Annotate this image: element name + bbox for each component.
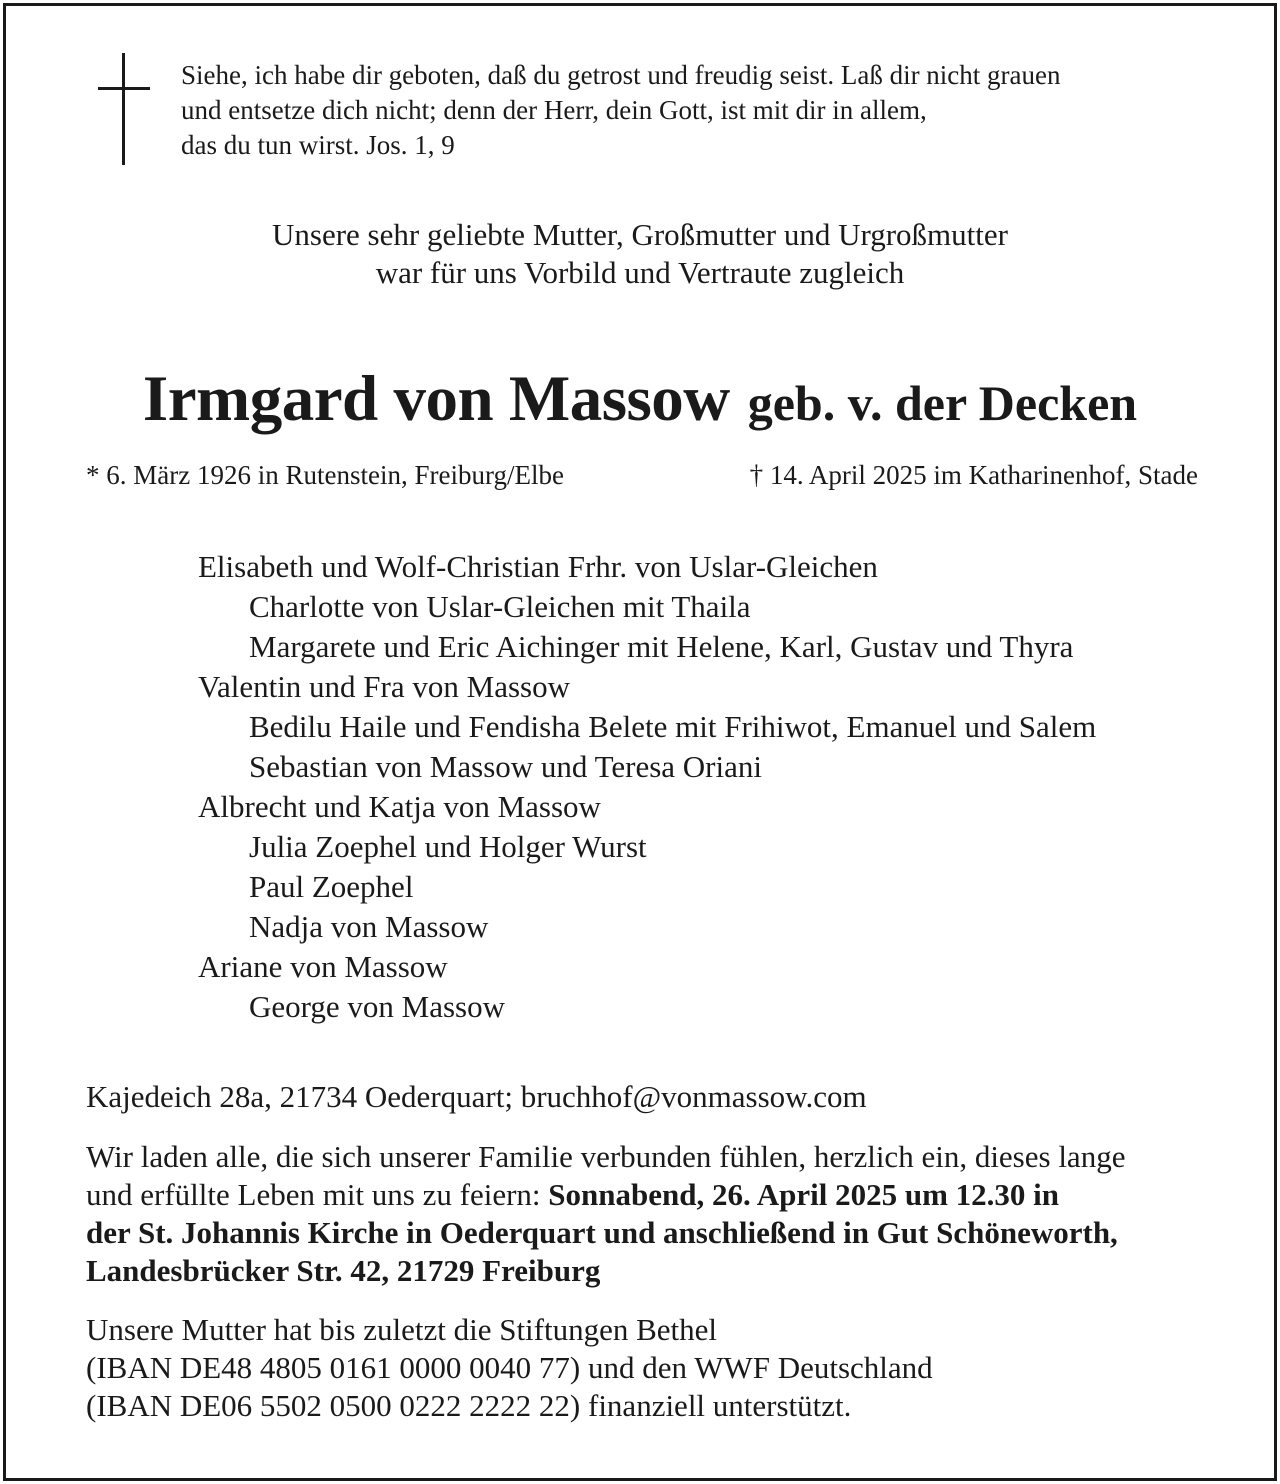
donation-text [86, 1311, 933, 1425]
invite-address: Landesbrücker Str. 42, 21729 Freiburg [86, 1253, 601, 1288]
invite-line [86, 1214, 1204, 1252]
contact-address: Kajedeich 28a, 21734 Oederquart; bruchhof@vonmassow.com [86, 1079, 867, 1114]
family-member-grandchild: Julia Zoephel und Holger Wurst [249, 829, 647, 864]
invite-location: der St. Johannis Kirche in Oederquart und anschließend in Gut Schöneworth, [86, 1215, 1118, 1250]
verse-line: und entsetze dich nicht; denn der Herr, dein Gott, ist mit dir in allem, [181, 95, 927, 125]
bible-verse [181, 58, 1211, 163]
verse-line: das du tun wirst. Jos. 1, 9 [181, 130, 455, 160]
family-member-grandchild: Margarete und Eric Aichinger mit Helene, Karl, Gustav und Thyra [249, 629, 1074, 664]
donation-line: Unsere Mutter hat bis zuletzt die Stiftungen Bethel [86, 1312, 718, 1347]
family-member-child: Ariane von Massow [198, 949, 448, 984]
family-member-grandchild: Paul Zoephel [249, 869, 414, 904]
maiden-name: geb. v. der Decken [747, 375, 1138, 431]
deceased-name: Irmgard von Massow [142, 363, 730, 435]
family-member-grandchild: George von Massow [249, 989, 506, 1024]
invitation-text [86, 1138, 1204, 1290]
family-member-child: Valentin und Fra von Massow [198, 669, 570, 704]
invite-date: Sonnabend, 26. April 2025 um 12.30 in [548, 1177, 1060, 1212]
cross-icon [98, 53, 150, 165]
donation-line: (IBAN DE06 5502 0500 0222 2222 22) finanziell unterstützt. [86, 1388, 852, 1423]
intro-text [0, 216, 1280, 292]
family-member-grandchild: Nadja von Massow [249, 909, 489, 944]
death-date: † 14. April 2025 im Katharinenhof, Stade [749, 460, 1198, 490]
invite-line [86, 1176, 1204, 1214]
birth-date: * 6. März 1926 in Rutenstein, Freiburg/Elbe [86, 460, 564, 490]
verse-line: Siehe, ich habe dir geboten, daß du getrost und freudig seist. Laß dir nicht grauen [181, 60, 1061, 90]
invite-line [86, 1252, 1204, 1290]
deceased-name-heading [0, 362, 1280, 437]
family-member-grandchild: Bedilu Haile und Fendisha Belete mit Frihiwot, Emanuel und Salem [249, 709, 1097, 744]
invite-line: Wir laden alle, die sich unserer Familie verbunden fühlen, herzlich ein, dieses lange [86, 1139, 1126, 1174]
family-member-grandchild: Charlotte von Uslar-Gleichen mit Thaila [249, 589, 751, 624]
family-list [198, 547, 1096, 1027]
family-member-child: Albrecht und Katja von Massow [198, 789, 601, 824]
invite-text: und erfüllte Leben mit uns zu feiern: [86, 1177, 549, 1212]
donation-line: (IBAN DE48 4805 0161 0000 0040 77) und den WWF Deutschland [86, 1350, 933, 1385]
intro-line-1: Unsere sehr geliebte Mutter, Großmutter und Urgroßmutter [272, 217, 1008, 252]
family-member-child: Elisabeth und Wolf-Christian Frhr. von Uslar-Gleichen [198, 549, 878, 584]
intro-line-2: war für uns Vorbild und Vertraute zugleich [375, 255, 905, 290]
family-member-grandchild: Sebastian von Massow und Teresa Oriani [249, 749, 762, 784]
